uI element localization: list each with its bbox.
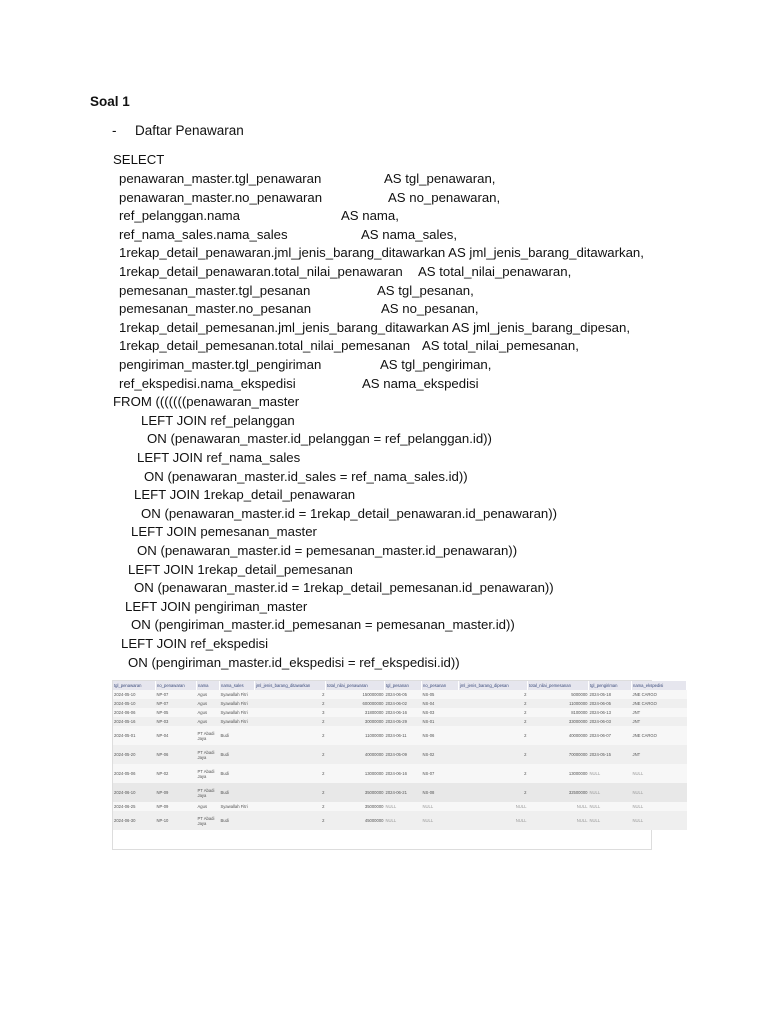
sql-left-join: LEFT JOIN ref_ekspedisi (121, 636, 269, 651)
column-header[interactable]: no_pesanan (422, 681, 459, 690)
table-cell: 2024-05-18 (589, 690, 632, 699)
table-cell: Syawallah Fitri (220, 802, 255, 811)
sql-left-join: LEFT JOIN pemesanan_master (131, 524, 317, 540)
column-header[interactable]: jml_jenis_barang_ditawarkan (255, 681, 326, 690)
sql-select-column: pemesanan_master.tgl_pesanan (119, 282, 311, 298)
bullet-marker: - (112, 123, 117, 138)
column-header[interactable]: no_penawaran (156, 681, 197, 690)
bullet-text: Daftar Penawaran (135, 123, 244, 138)
table-cell: NS-01 (422, 717, 459, 726)
sql-left-join: LEFT JOIN pengiriman_master (125, 598, 308, 614)
table-cell: 2024-05-15 (589, 745, 632, 764)
table-cell: 13000000 (528, 764, 589, 783)
sql-left-join: LEFT JOIN ref_nama_sales (137, 450, 301, 465)
column-header[interactable]: total_nilai_pemesanan (528, 681, 589, 690)
table-cell: 45000000 (326, 811, 385, 830)
table-cell: PT Abadi Jaya (197, 764, 220, 783)
table-cell: 2 (255, 783, 326, 802)
sql-column-alias: AS no_penawaran, (388, 189, 501, 205)
sql-from-clause: FROM (((((((penawaran_master (113, 394, 300, 410)
table-cell: NP-07 (156, 690, 197, 699)
table-cell: NS-05 (422, 690, 459, 699)
table-cell: NP-04 (156, 726, 197, 745)
table-cell: NS-08 (422, 783, 459, 802)
sql-join-condition: ON (penawaran_master.id = pemesanan_master.id_penawaran)) (137, 543, 518, 558)
table-cell: NULL (632, 802, 687, 811)
table-row[interactable] (113, 690, 687, 699)
table-cell: 32500000 (528, 783, 589, 802)
table-cell: 2024-06-02 (385, 699, 422, 708)
sql-select-column: ref_pelanggan.nama (119, 208, 240, 224)
table-cell: 2024-05-06 (113, 764, 156, 783)
column-header[interactable]: jml_jenis_barang_dipesan (459, 681, 528, 690)
table-cell: 2 (459, 690, 528, 699)
table-cell: NS-04 (422, 699, 459, 708)
table-cell: PT Abadi Jaya (197, 811, 220, 830)
column-header[interactable]: nama_sales (220, 681, 255, 690)
table-cell: NP-02 (156, 764, 197, 783)
table-cell: 2 (459, 726, 528, 745)
table-cell: Budi (220, 726, 255, 745)
table-cell: 600000000 (326, 699, 385, 708)
sql-column-alias: AS tgl_pengiriman, (380, 357, 492, 372)
table-row[interactable] (113, 717, 687, 726)
table-cell: 2 (255, 726, 326, 745)
sql-select-column: pengiriman_master.tgl_pengiriman (119, 357, 322, 372)
sql-join-condition: ON (penawaran_master.id_pelanggan = ref_pelanggan.id)) (147, 431, 492, 447)
table-cell: JNE CARGO (632, 726, 687, 745)
table-cell: 2024-06-30 (113, 811, 156, 830)
table-cell: Agus (197, 708, 220, 717)
table-row[interactable] (113, 726, 687, 745)
sql-join-condition: ON (penawaran_master.id_sales = ref_nama_sales.id)) (144, 468, 468, 484)
table-cell: 2024-06-16 (385, 764, 422, 783)
table-cell: 8100000 (528, 708, 589, 717)
sql-select-column: penawaran_master.tgl_penawaran (119, 171, 322, 186)
sql-column-alias: AS no_pesanan, (381, 301, 479, 317)
table-cell: JNE CARGO (632, 699, 687, 708)
table-cell: 2024-06-10 (113, 783, 156, 802)
table-cell: 2024-06-06 (113, 708, 156, 717)
table-cell: 2024-05-16 (113, 717, 156, 726)
table-cell: 2 (459, 717, 528, 726)
section-heading: Soal 1 (90, 94, 130, 109)
table-cell: 2024-05-01 (113, 726, 156, 745)
table-cell: 2024-06-25 (113, 802, 156, 811)
table-cell: 2024-05-10 (113, 690, 156, 699)
table-cell: 2 (255, 764, 326, 783)
result-header-row (113, 681, 687, 690)
table-cell: 30000000 (326, 717, 385, 726)
sql-left-join: LEFT JOIN 1rekap_detail_pemesanan (128, 561, 353, 577)
table-row[interactable] (113, 764, 687, 783)
table-cell: 33000000 (528, 717, 589, 726)
table-cell: Agus (197, 690, 220, 699)
table-cell: 2 (255, 802, 326, 811)
table-row[interactable] (113, 708, 687, 717)
table-cell: NS-03 (422, 708, 459, 717)
sql-column-alias: AS nama_sales, (361, 226, 458, 242)
sql-column-alias: AS total_nilai_penawaran, (418, 264, 572, 279)
table-cell: Budi (220, 811, 255, 830)
table-cell: 2024-05-20 (113, 745, 156, 764)
table-cell: 2 (255, 690, 326, 699)
table-cell: NP-07 (156, 699, 197, 708)
table-cell: NULL (589, 783, 632, 802)
sql-select-column: 1rekap_detail_penawaran.total_nilai_penawaran (119, 264, 403, 279)
sql-join-condition: ON (pengiriman_master.id_pemesanan = pemesanan_master.id)) (131, 617, 515, 633)
table-cell: NULL (632, 811, 687, 830)
table-row[interactable] (113, 745, 687, 764)
table-cell: PT Abadi Jaya (197, 745, 220, 764)
table-cell: 70000000 (528, 745, 589, 764)
table-cell: NP-09 (156, 802, 197, 811)
sql-select-column: ref_nama_sales.nama_sales (119, 226, 288, 242)
table-cell: Agus (197, 802, 220, 811)
table-cell: Syawallah Fitri (220, 690, 255, 699)
table-cell: 2 (459, 745, 528, 764)
table-cell: NULL (528, 802, 589, 811)
table-cell: 2 (459, 764, 528, 783)
table-cell: JNT (632, 717, 687, 726)
table-cell: NP-05 (156, 708, 197, 717)
sql-column-alias: AS nama, (341, 208, 399, 224)
sql-select-column: 1rekap_detail_pemesanan.jml_jenis_barang_ditawarkan AS jml_jenis_barang_dipesan, (119, 319, 630, 335)
table-cell: 2024-06-11 (385, 726, 422, 745)
table-cell: JNT (632, 745, 687, 764)
table-row[interactable] (113, 802, 687, 811)
table-cell: Agus (197, 717, 220, 726)
table-cell: NULL (528, 811, 589, 830)
sql-select-column: 1rekap_detail_penawaran.jml_jenis_barang_ditawarkan AS jml_jenis_barang_ditawarkan, (119, 245, 644, 261)
sql-left-join: LEFT JOIN ref_pelanggan (141, 412, 295, 428)
table-cell: 2024-05-09 (385, 745, 422, 764)
table-cell: NS-06 (422, 726, 459, 745)
table-cell: NULL (632, 764, 687, 783)
table-cell: JNE CARGO (632, 690, 687, 699)
sql-join-condition: ON (penawaran_master.id = 1rekap_detail_penawaran.id_penawaran)) (141, 505, 558, 521)
table-cell: 2 (255, 811, 326, 830)
table-cell: 13000000 (326, 764, 385, 783)
result-table (113, 681, 687, 830)
column-header[interactable]: tgl_pesanan (385, 681, 422, 690)
table-cell: Syawallah Fitri (220, 717, 255, 726)
sql-select-column: ref_ekspedisi.nama_ekspedisi (119, 375, 296, 391)
table-cell: 2024-06-05 (589, 699, 632, 708)
table-cell: 35000000 (326, 802, 385, 811)
table-cell: Budi (220, 783, 255, 802)
sql-column-alias: AS tgl_pesanan, (377, 282, 474, 298)
table-cell: 2 (255, 699, 326, 708)
table-cell: NULL (589, 764, 632, 783)
table-cell: NULL (589, 802, 632, 811)
table-cell: NP-10 (156, 811, 197, 830)
table-cell: NULL (385, 811, 422, 830)
table-cell: NULL (459, 811, 528, 830)
table-cell: 2024-06-16 (385, 708, 422, 717)
table-cell: 40000000 (528, 726, 589, 745)
column-header[interactable]: nama (197, 681, 220, 690)
table-cell: 11000000 (326, 726, 385, 745)
table-cell: 3 (255, 708, 326, 717)
sql-select-column: pemesanan_master.no_pesanan (119, 301, 312, 317)
sql-select-column: 1rekap_detail_pemesanan.total_nilai_pemesanan (119, 338, 411, 354)
column-header[interactable]: nama_ekspedisi (632, 681, 687, 690)
table-cell: 2024-06-07 (589, 726, 632, 745)
sql-column-alias: AS total_nilai_pemesanan, (422, 338, 579, 354)
table-cell: NP-09 (156, 783, 197, 802)
table-cell: Agus (197, 699, 220, 708)
table-cell: 31800000 (326, 708, 385, 717)
table-row[interactable] (113, 699, 687, 708)
table-cell: NS-02 (422, 745, 459, 764)
table-cell: 2024-06-05 (385, 690, 422, 699)
table-cell: 2024-06-03 (589, 717, 632, 726)
table-cell: 150000000 (326, 690, 385, 699)
table-cell: 5000000 (528, 690, 589, 699)
table-cell: 2 (459, 708, 528, 717)
table-cell: NP-06 (156, 745, 197, 764)
column-header[interactable]: tgl_pengiriman (589, 681, 632, 690)
table-cell: NULL (422, 802, 459, 811)
sql-select-column: penawaran_master.no_penawaran (119, 189, 323, 205)
table-row[interactable] (113, 811, 687, 830)
table-cell: 11000000 (528, 699, 589, 708)
table-cell: Syawallah Fitri (220, 708, 255, 717)
table-cell: 2 (255, 717, 326, 726)
sql-join-condition: ON (pengiriman_master.id_ekspedisi = ref_ekspedisi.id)) (128, 654, 460, 670)
table-cell: 2 (255, 745, 326, 764)
table-cell: PT Abadi Jaya (197, 726, 220, 745)
table-cell: 35000000 (326, 783, 385, 802)
table-cell: NP-03 (156, 717, 197, 726)
table-cell: NULL (589, 811, 632, 830)
table-cell: PT Abadi Jaya (197, 783, 220, 802)
table-cell: NULL (385, 802, 422, 811)
table-cell: 40000000 (326, 745, 385, 764)
table-cell: NULL (632, 783, 687, 802)
sql-left-join: LEFT JOIN 1rekap_detail_penawaran (134, 487, 356, 503)
table-cell: 2024-05-29 (385, 717, 422, 726)
table-row[interactable] (113, 783, 687, 802)
table-cell: 2 (459, 699, 528, 708)
table-cell: 2024-06-21 (385, 783, 422, 802)
query-result-screenshot (112, 680, 664, 850)
column-header[interactable]: tgl_penawaran (113, 681, 156, 690)
table-cell: NS-07 (422, 764, 459, 783)
table-cell: NULL (459, 802, 528, 811)
table-cell: Syawallah Fitri (220, 699, 255, 708)
sql-column-alias: AS nama_ekspedisi (362, 375, 479, 391)
table-cell: NULL (422, 811, 459, 830)
table-cell: Budi (220, 745, 255, 764)
table-cell: JNT (632, 708, 687, 717)
sql-join-condition: ON (penawaran_master.id = 1rekap_detail_pemesanan.id_penawaran)) (134, 580, 554, 596)
table-cell: 2024-05-10 (113, 699, 156, 708)
column-header[interactable]: total_nilai_penawaran (326, 681, 385, 690)
sql-select-keyword: SELECT (113, 152, 165, 167)
table-cell: 2 (459, 783, 528, 802)
sql-column-alias: AS tgl_penawaran, (384, 171, 496, 186)
table-cell: Budi (220, 764, 255, 783)
table-cell: 2024-06-13 (589, 708, 632, 717)
